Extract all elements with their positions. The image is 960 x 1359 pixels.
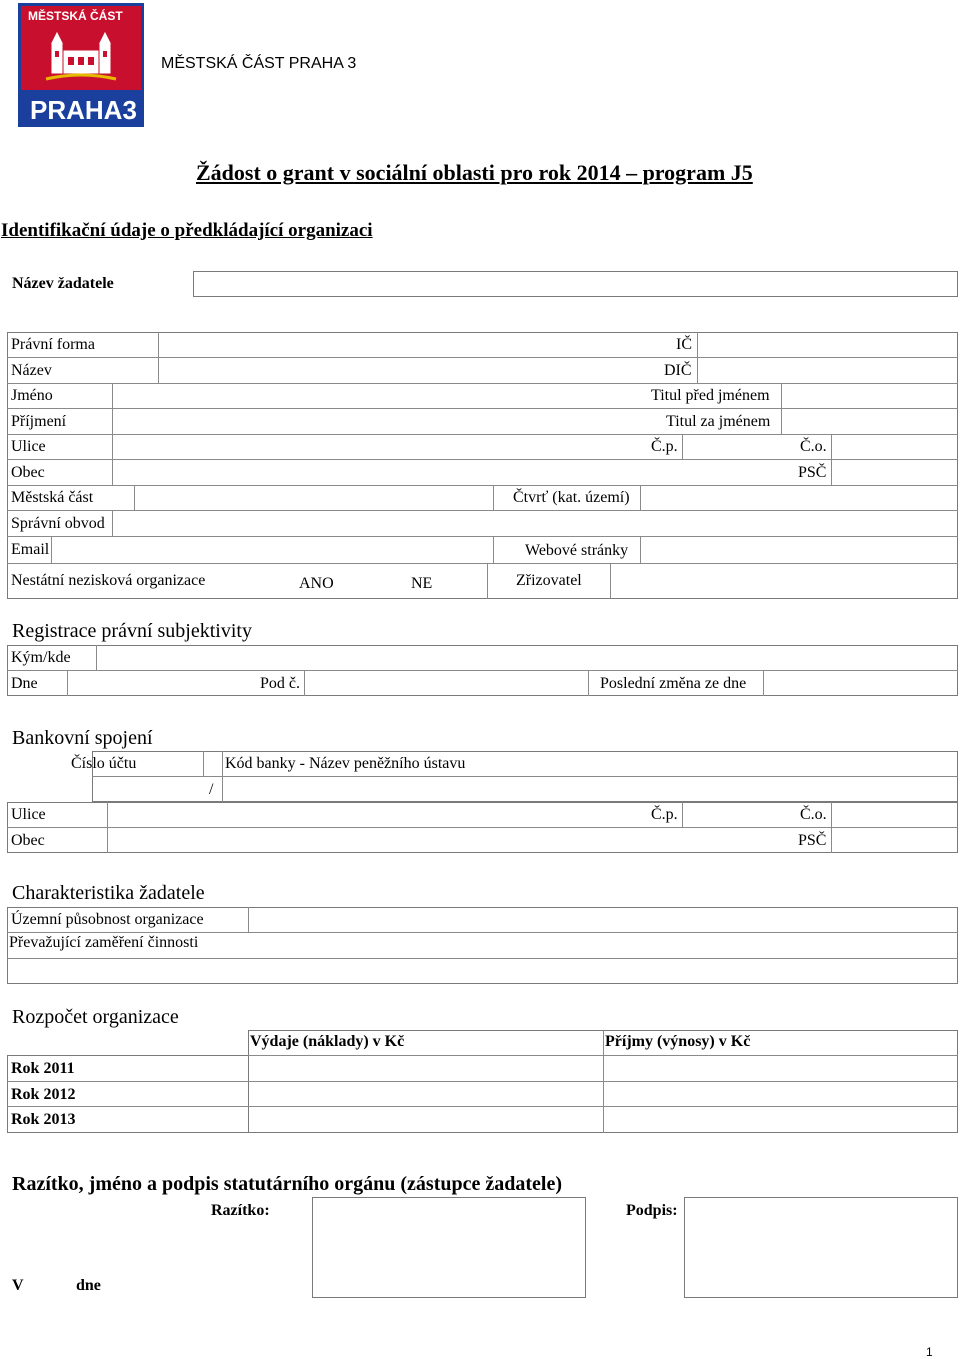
logo-top-text: MĚSTSKÁ ČÁST — [28, 9, 123, 23]
signature-title: Razítko, jméno a podpis statutárního orgánu (zástupce žadatele) — [12, 1173, 562, 1195]
budget-row-2012: Rok 2012 — [11, 1086, 76, 1103]
label-pravni-forma: Právní forma — [11, 336, 95, 353]
bank-label-cp: Č.p. — [651, 806, 678, 823]
label-posledni-zmena: Poslední změna ze dne — [600, 675, 747, 692]
label-ulice: Ulice — [11, 438, 46, 455]
bank-label-ulice: Ulice — [11, 806, 46, 823]
option-ne[interactable]: NE — [411, 575, 433, 592]
bank-title: Bankovní spojení — [12, 727, 153, 749]
label-kod-banky: Kód banky - Název peněžního ústavu — [225, 755, 466, 772]
label-co: Č.o. — [800, 438, 827, 455]
org-name: MĚSTSKÁ ČÁST PRAHA 3 — [161, 55, 357, 72]
characteristics-title: Charakteristika žadatele — [12, 882, 205, 904]
label-dic: DIČ — [664, 362, 692, 379]
document-title: Žádost o grant v sociální oblasti pro rok 2014 – program J5 — [196, 160, 753, 185]
label-titul-pred: Titul před jménem — [651, 387, 770, 404]
registration-title: Registrace právní subjektivity — [12, 620, 252, 642]
label-ic: IČ — [676, 336, 692, 353]
document-subtitle: Identifikační údaje o předkládající organizaci — [1, 220, 373, 241]
label-nno: Nestátní nezisková organizace — [11, 572, 206, 589]
label-zrizovatel: Zřizovatel — [516, 572, 582, 589]
bank-label-co: Č.o. — [800, 806, 827, 823]
label-dne: Dne — [11, 675, 38, 692]
label-jmeno: Jméno — [11, 387, 53, 404]
logo — [18, 3, 144, 127]
label-cp: Č.p. — [651, 438, 678, 455]
label-ctvrt: Čtvrť (kat. území) — [513, 489, 630, 506]
label-kym: Kým/kde — [11, 649, 71, 666]
label-psc: PSČ — [798, 464, 827, 481]
option-ano[interactable]: ANO — [299, 575, 334, 592]
logo-bottom-text: PRAHA3 — [30, 95, 137, 125]
budget-row-2011: Rok 2011 — [11, 1060, 75, 1077]
label-nazev: Název — [11, 362, 52, 379]
budget-title: Rozpočet organizace — [12, 1006, 179, 1028]
label-pod-c: Pod č. — [260, 675, 300, 692]
bank-label-psc: PSČ — [798, 832, 827, 849]
signature-box[interactable] — [684, 1197, 958, 1298]
account-slash: / — [209, 781, 214, 798]
applicant-name-label: Název žadatele — [12, 275, 114, 292]
label-razitko: Razítko: — [211, 1202, 270, 1219]
label-titul-za: Titul za jménem — [666, 413, 771, 430]
budget-row-2013: Rok 2013 — [11, 1111, 76, 1128]
label-cislo-uctu: Číslo účtu — [71, 755, 137, 772]
label-obec: Obec — [11, 464, 45, 481]
label-email: Email — [11, 541, 50, 558]
bank-label-obec: Obec — [11, 832, 45, 849]
stamp-box[interactable] — [312, 1197, 586, 1298]
label-mestska-cast: Městská část — [11, 489, 94, 506]
label-uzemni: Územní působnost organizace — [11, 911, 204, 928]
label-zamereni: Převažující zaměření činnosti — [9, 934, 199, 951]
label-dne-signature: dne — [76, 1277, 101, 1294]
label-web: Webové stránky — [525, 542, 629, 559]
label-spravni-obvod: Správní obvod — [11, 515, 105, 532]
label-prijmeni: Příjmení — [11, 413, 67, 430]
label-podpis: Podpis: — [626, 1202, 678, 1219]
page-number: 1 — [926, 1345, 933, 1359]
budget-header-vydaje: Výdaje (náklady) v Kč — [250, 1033, 405, 1050]
budget-header-prijmy: Příjmy (výnosy) v Kč — [605, 1033, 751, 1050]
label-v: V — [12, 1277, 24, 1294]
applicant-name-field[interactable] — [193, 271, 958, 297]
